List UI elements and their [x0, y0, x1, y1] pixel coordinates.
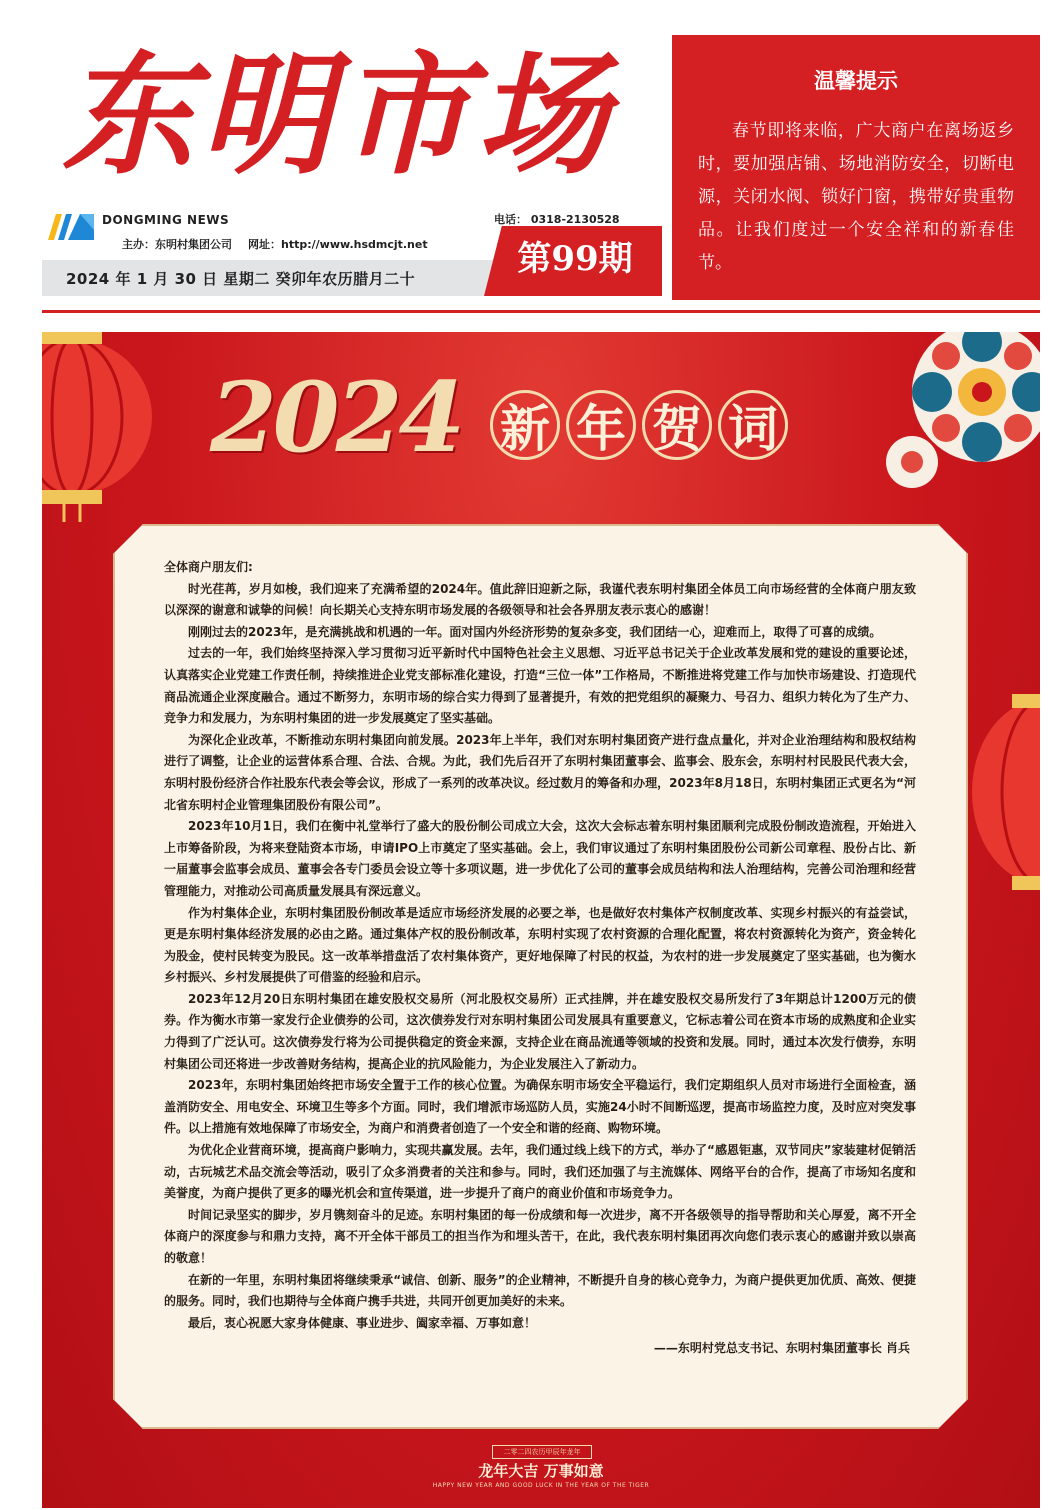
notice-body: 春节即将来临，广大商户在离场返乡时，要加强店铺、场地消防安全，切断电源，关闭水阀、锁好门窗，携带好贵重物品。让我们度过一个安全祥和的新春佳节。	[698, 121, 1014, 273]
notice-box	[672, 35, 1040, 300]
letter-paragraph: 时间记录坚实的脚步，岁月镌刻奋斗的足迹。东明村集团的每一份成绩和每一次进步，离不开各级领导的指导帮助和关心厚爱，离不开全体商户的深度参与和鼎力支持，离不开全体干部员工的担当作为和埋头苦干，在此，我代表东明村集团再次向您们表示衷心的感谢并致以崇高的敬意！	[164, 1207, 916, 1265]
flower-decoration-icon	[872, 332, 1040, 502]
heading-char: 词	[718, 390, 788, 460]
notice-title: 温馨提示	[814, 68, 898, 93]
footer-subtitle: HAPPY NEW YEAR AND GOOD LUCK IN THE YEAR OF THE TIGER	[432, 1482, 650, 1489]
letter-paragraph: 为深化企业改革，不断推动东明村集团向前发展。2023年上半年，我们对东明村集团资产进行盘点量化，并对企业治理结构和股权结构进行了调整，让企业的运营体系合理、合法、合规。为此，我们先后召开了东明村集团董事会、监事会、股东会，东明村村民股民代表大会，东明村股份经济合作社股东代表会等会议，形成了一系列的改革决议。经过数月的筹备和办理，2023年8月18日，东明村集团正式更名为“河北省东明村企业管理集团股份有限公司”。	[164, 732, 916, 812]
newspaper-logo-icon	[44, 210, 96, 244]
publication-date: 2024 年 1 月 30 日 星期二 癸卯年农历腊月二十	[66, 270, 416, 288]
heading-char: 新	[490, 390, 560, 460]
masthead-divider	[42, 310, 1040, 313]
letter-paragraph: 2023年12月20日东明村集团在雄安股权交易所（河北股权交易所）正式挂牌，并在雄安股权交易所发行了3年期总计1200万元的债券。作为衡水市第一家发行企业债券的公司，这次债券发行对东明村集团公司发展具有重要意义，它标志着公司在资本市场的成熟度和企业实力得到了广泛认可。这次债券发行将为公司提供稳定的资金来源，支持企业在商品流通等领域的投资和发展。同时，通过本次发行债券，东明村集团公司还将进一步改善财务结构，提高企业的抗风险能力，为企业发展注入了新动力。	[164, 991, 916, 1071]
lantern-icon	[42, 332, 172, 522]
footer-tag: 二零二四农历甲辰年龙年	[492, 1445, 592, 1459]
organizer-line	[122, 236, 428, 252]
masthead-title: 东明市场	[62, 38, 614, 193]
letter-salutation: 全体商户朋友们:	[164, 560, 253, 574]
letter-paragraph: 时光荏苒，岁月如梭，我们迎来了充满希望的2024年。值此辞旧迎新之际，我谨代表东明村集团全体员工向市场经营的全体商户朋友致以深深的谢意和诚挚的问候！向长期关心支持东明市场发展的各级领导和社会各界朋友表示衷心的感谢！	[164, 581, 916, 618]
issue-number: 第99期	[517, 239, 633, 279]
logo-name: DONGMING NEWS	[102, 213, 230, 227]
greeting-heading	[490, 390, 794, 468]
letter-paragraph: 在新的一年里，东明村集团将继续秉承“诚信、创新、服务”的企业精神，不断提升自身的核心竞争力，为商户提供更加优质、高效、便捷的服务。同时，我们也期待与全体商户携手共进，共同开创更加美好的未来。	[164, 1272, 916, 1309]
letter-paragraph: 为优化企业营商环境，提高商户影响力，实现共赢发展。去年，我们通过线上线下的方式，举办了“感恩钜惠，双节同庆”家装建材促销活动，古玩城艺术品交流会等活动，吸引了众多消费者的关注和参与。同时，我们还加强了与主流媒体、网络平台的合作，提高了市场知名度和美誉度，为商户提供了更多的曝光机会和宣传渠道，进一步提升了商户的商业价值和市场竞争力。	[164, 1143, 916, 1201]
website-link[interactable]: 网址：http://www.hsdmcjt.net	[248, 238, 428, 251]
letter-paragraph: 2023年10月1日，我们在衡中礼堂举行了盛大的股份制公司成立大会，这次大会标志着东明村集团顺利完成股份制改造流程，开始进入上市筹备阶段，为将来登陆资本市场，申请IPO上市奠定了坚实基础。会上，我们审议通过了东明村集团股份公司新公司章程、股份占比、新一届董事会监事会成员、董事会各专门委员会设立等十多项议题，进一步优化了公司的董事会成员结构和法人治理结构，完善公司治理和经营管理能力，对推动公司高质量发展具有深远意义。	[164, 819, 916, 898]
letter-paragraph: 作为村集体企业，东明村集团股份制改革是适应市场经济发展的必要之举，也是做好农村集体产权制度改革、实现乡村振兴的有益尝试，更是东明村集体经济发展的必由之路。通过集体产权的股份制改革，东明村实现了农村资源的合理化配置，将农村资源转化为资产，资金转化为股金，使村民转变为股民。这一改革举措盘活了农村集体资产，更好地保障了村民的权益，为农村的进一步发展奠定了坚实基础，也为衡水乡村振兴、乡村发展提供了可借鉴的经验和启示。	[164, 905, 916, 985]
footer-motto: 龙年大吉 万事如意	[478, 1462, 604, 1480]
organizer-name: 主办：东明村集团公司	[122, 238, 232, 251]
heading-char: 年	[566, 390, 636, 460]
letter-paragraph: 过去的一年，我们始终坚持深入学习贯彻习近平新时代中国特色社会主义思想、习近平总书记关于企业改革发展和党的建设的重要论述，认真落实企业党建工作责任制，持续推进企业党支部标准化建设，打造“三位一体”工作格局，不断推进将党建工作与加快市场建设、打造现代商品流通企业深度融合。通过不断努力，东明市场的综合实力得到了显著提升，有效的把党组织的凝聚力、号召力、组织力转化为了生产力、竞争力和发展力，为东明村集团的进一步发展奠定了坚实基础。	[164, 646, 916, 726]
new-year-greeting-panel	[42, 332, 1040, 1508]
letter-paragraph: 刚刚过去的2023年，是充满挑战和机遇的一年。面对国内外经济形势的复杂多变，我们团结一心，迎难而上，取得了可喜的成绩。	[188, 624, 882, 639]
lantern-icon	[972, 682, 1040, 912]
letter-paragraph: 最后，衷心祝愿大家身体健康、事业进步、阖家幸福、万事如意！	[188, 1315, 537, 1330]
year-calligraphy: 2024	[210, 361, 462, 474]
letter-paragraph: 2023年，东明村集团始终把市场安全置于工作的核心位置。为确保东明市场安全平稳运行，我们定期组织人员对市场进行全面检查，涵盖消防安全、用电安全、环境卫生等多个方面。同时，我们增派市场巡防人员，实施24小时不间断巡逻，提高市场监控力度，及时应对突发事件。以上措施有效地保障了市场安全，为商户和消费者创造了一个安全和谐的经商、购物环境。	[164, 1078, 916, 1136]
letter-signature: ——东明村党总支书记、东明村集团董事长 肖兵	[653, 1341, 910, 1356]
contact-phone: 电话： 0318-2130528	[494, 213, 620, 226]
greeting-letter	[164, 557, 916, 1360]
heading-char: 贺	[642, 390, 712, 460]
